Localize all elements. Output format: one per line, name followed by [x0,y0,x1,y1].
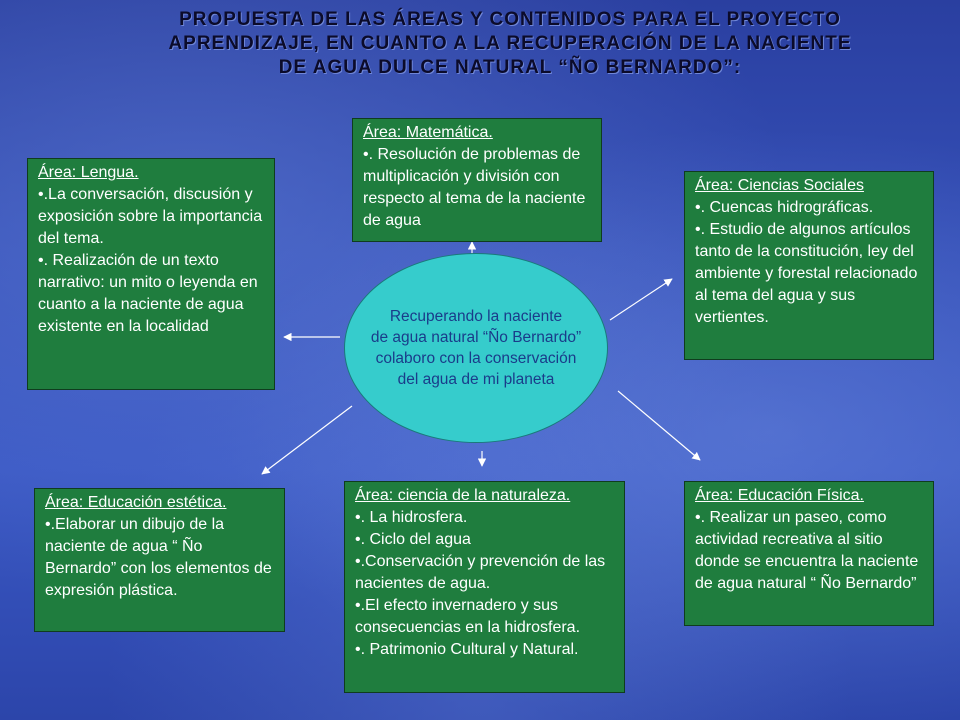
box-fisica-text: •. Realizar un paseo, como actividad recreativa al sitio donde se encuentra la naciente de agua natural “ Ño Bernardo” [695,509,919,592]
box-lengua-heading: Área: Lengua. [38,164,139,181]
title-line-2: APRENDIZAJE, EN CUANTO A LA RECUPERACIÓN DE LA NACIENTE [168,33,852,54]
center-line-4: del agua de mi planeta [397,371,555,388]
box-ciencia-naturaleza [344,481,625,693]
center-line-1: Recuperando la naciente [389,308,563,325]
center-ellipse [344,253,608,443]
box-sociales-item-1: •. Cuencas hidrográficas. [695,199,874,216]
box-ciencias-sociales [684,171,934,360]
arrow-to-estetica [262,406,352,474]
center-line-2: de agua natural “Ño Bernardo” [370,329,582,346]
box-sociales-item-2: •. Estudio de algunos artículos tanto de la constitución, ley del ambiente y forestal relacionado al tema del agua y sus vertientes. [695,221,918,326]
box-sociales-heading: Área: Ciencias Sociales [695,177,864,194]
title-line-3: DE AGUA DULCE NATURAL “ÑO BERNARDO”: [278,57,742,78]
box-matematica-text: •. Resolución de problemas de multiplicación y división con respecto al tema de la naciente de agua [363,146,586,229]
box-lengua-item-2: •. Realización de un texto narrativo: un mito o leyenda en cuanto a la naciente de agua existente en la localidad [38,252,258,335]
box-naturaleza-item-1: •. La hidrosfera. [355,509,468,526]
box-lengua-item-1: •.La conversación, discusión y exposición sobre la importancia del tema. [38,186,263,247]
box-naturaleza-item-5: •. Patrimonio Cultural y Natural. [355,641,579,658]
box-estetica-heading: Área: Educación estética. [45,494,227,511]
arrow-to-sociales [610,279,672,320]
box-educacion-estetica [34,488,285,632]
box-estetica-text: •.Elaborar un dibujo de la naciente de agua “ Ño Bernardo” con los elementos de expresión plástica. [45,516,272,599]
box-naturaleza-heading: Área: ciencia de la naturaleza. [355,487,571,504]
center-line-3: colaboro con la conservación [375,350,577,367]
box-lengua [27,158,275,390]
box-naturaleza-item-3: •.Conservación y prevención de las nacientes de agua. [355,553,606,592]
box-fisica-heading: Área: Educación Física. [695,487,864,504]
box-matematica-heading: Área: Matemática. [363,124,493,141]
box-educacion-fisica [684,481,934,626]
box-matematica [352,118,602,242]
title-line-1: PROPUESTA DE LAS ÁREAS Y CONTENIDOS PARA EL PROYECTO [179,9,841,30]
box-naturaleza-item-4: •.El efecto invernadero y sus consecuencias en la hidrosfera. [355,597,581,636]
arrow-to-fisica [618,391,700,460]
box-naturaleza-item-2: •. Ciclo del agua [355,531,471,548]
